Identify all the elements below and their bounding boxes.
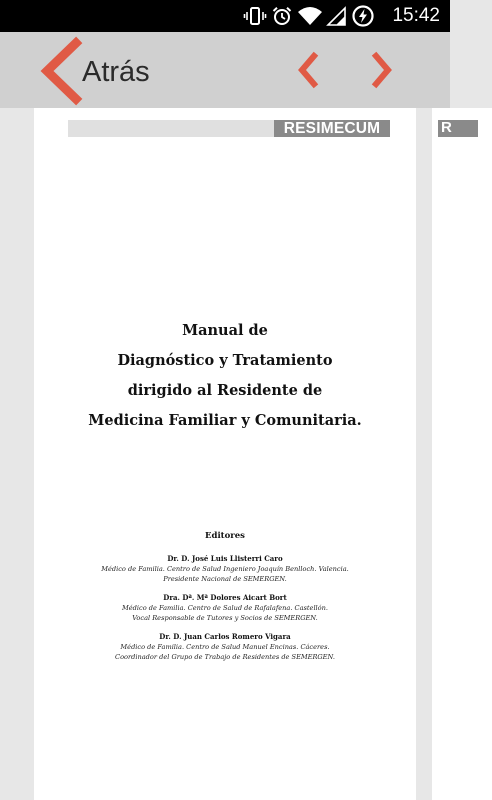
title-line: dirigido al Residente de — [127, 382, 323, 399]
editor-affiliation: Médico de Familia. Centro de Salud de Rafalafena. Castellón. — [122, 604, 328, 612]
title-line: Diagnóstico y Tratamiento — [117, 352, 333, 369]
next-page-edge — [432, 108, 492, 800]
status-icons — [244, 4, 374, 28]
page-header-bar — [68, 120, 390, 137]
editor-affiliation: Médico de Familia. Centro de Salud Ingeniero Joaquín Benlloch. Valencia. — [101, 565, 349, 573]
back-chevron-icon — [38, 38, 82, 109]
editor-name: Dr. D. Juan Carlos Romero Vigara — [159, 632, 291, 641]
document-viewer[interactable] — [0, 108, 450, 800]
editor-name: Dra. Dª. Mª Dolores Aicart Bort — [163, 593, 287, 602]
document-title — [34, 316, 416, 436]
editors-section — [34, 530, 416, 671]
next-page-button[interactable] — [364, 50, 404, 90]
battery-charging-icon — [352, 5, 374, 27]
title-line: Manual de — [182, 322, 268, 339]
previous-page-button[interactable] — [290, 50, 330, 90]
title-line: Medicina Familiar y Comunitaria. — [88, 412, 362, 429]
next-page-header-strip — [438, 120, 478, 137]
editor-entry — [34, 554, 416, 584]
back-button[interactable] — [36, 34, 176, 106]
alarm-icon — [272, 6, 292, 26]
chevron-right-icon — [364, 50, 404, 90]
editor-role: Coordinador del Grupo de Trabajo de Residentes de SEMERGEN. — [115, 653, 335, 661]
document-page — [34, 108, 416, 800]
editor-affiliation: Médico de Familia. Centro de Salud Manuel Encinas. Cáceres. — [120, 643, 330, 651]
status-time: 15:42 — [392, 5, 440, 26]
editor-name: Dr. D. José Luis Llisterri Caro — [167, 554, 283, 563]
vibrate-icon — [244, 6, 266, 26]
top-nav-bar — [0, 32, 450, 108]
back-label: Atrás — [82, 56, 150, 88]
editor-role: Vocal Responsable de Tutores y Socios de SEMERGEN. — [132, 614, 318, 622]
wifi-icon — [298, 6, 322, 26]
editor-entry — [34, 593, 416, 623]
chevron-left-icon — [290, 50, 330, 90]
editor-entry — [34, 632, 416, 662]
editor-role: Presidente Nacional de SEMERGEN. — [163, 575, 287, 583]
editors-heading: Editores — [205, 531, 245, 541]
signal-icon — [328, 6, 346, 26]
header-badge: RESIMECUM — [274, 120, 390, 137]
status-bar — [0, 0, 450, 32]
next-page-badge-fragment: R — [441, 119, 452, 136]
